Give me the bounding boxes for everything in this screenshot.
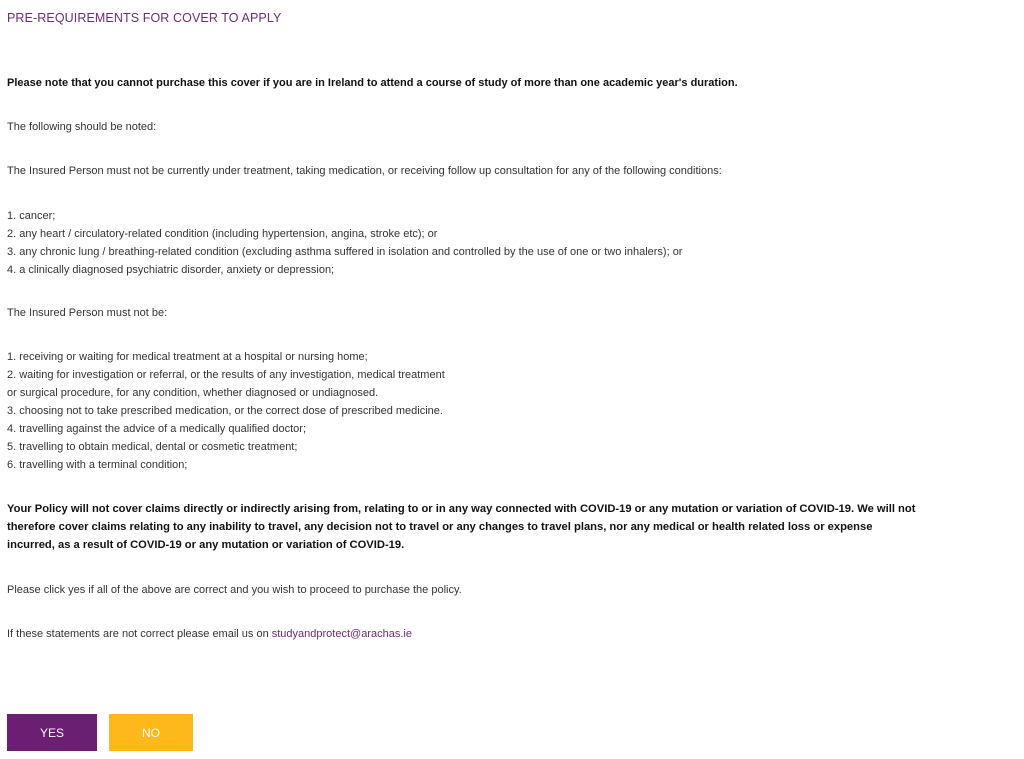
must-not-be-intro: The Insured Person must not be: — [7, 307, 168, 319]
click-yes-text: Please click yes if all of the above are correct and you wish to proceed to purchase the policy. — [7, 584, 462, 596]
covid-line: incurred, as a result of COVID-19 or any mutation or variation of COVID-19. — [7, 539, 405, 551]
email-paragraph — [7, 625, 1021, 643]
covid-line: therefore cover claims relating to any inability to travel, any decision not to travel or any changes to travel plans, nor any medical or health related loss or expense — [7, 521, 873, 533]
email-link[interactable]: studyandprotect@arachas.ie — [271, 628, 412, 640]
must-not-be-list — [7, 348, 1021, 474]
list-item: 1. cancer; — [7, 210, 56, 222]
conditions-list — [7, 207, 1021, 279]
list-item: 4. a clinically diagnosed psychiatric disorder, anxiety or depression; — [7, 264, 335, 276]
list-item: 5. travelling to obtain medical, dental or cosmetic treatment; — [7, 441, 298, 453]
yes-button[interactable]: YES — [7, 714, 97, 751]
list-item: 3. choosing not to take prescribed medication, or the correct dose of prescribed medicine. — [7, 405, 443, 417]
list-item: 6. travelling with a terminal condition; — [7, 459, 188, 471]
covid-notice — [7, 500, 1021, 554]
no-button[interactable]: NO — [109, 714, 193, 751]
list-item: 1. receiving or waiting for medical treatment at a hospital or nursing home; — [7, 351, 368, 363]
list-item: 2. any heart / circulatory-related condition (including hypertension, angina, stroke etc); or — [7, 228, 438, 240]
list-item: 3. any chronic lung / breathing-related condition (excluding asthma suffered in isolation and controlled by the use of one or two inhalers); or — [7, 246, 683, 258]
page-title: PRE-REQUIREMENTS FOR COVER TO APPLY — [7, 11, 282, 25]
list-item: or surgical procedure, for any condition, whether diagnosed or undiagnosed. — [7, 387, 379, 399]
notice-bold: Please note that you cannot purchase this cover if you are in Ireland to attend a course of study of more than one academic year's duration. — [7, 77, 738, 89]
following-noted-text: The following should be noted: — [7, 121, 157, 133]
conditions-intro: The Insured Person must not be currently under treatment, taking medication, or receiving follow up consultation for any of the following conditions: — [7, 165, 722, 177]
list-item: 2. waiting for investigation or referral, or the results of any investigation, medical treatment — [7, 369, 445, 381]
covid-line: Your Policy will not cover claims directly or indirectly arising from, relating to or in any way connected with COVID-19 or any mutation or variation of COVID-19. We will not — [7, 503, 916, 515]
list-item: 4. travelling against the advice of a medically qualified doctor; — [7, 423, 307, 435]
email-text: If these statements are not correct please email us on — [7, 628, 272, 640]
